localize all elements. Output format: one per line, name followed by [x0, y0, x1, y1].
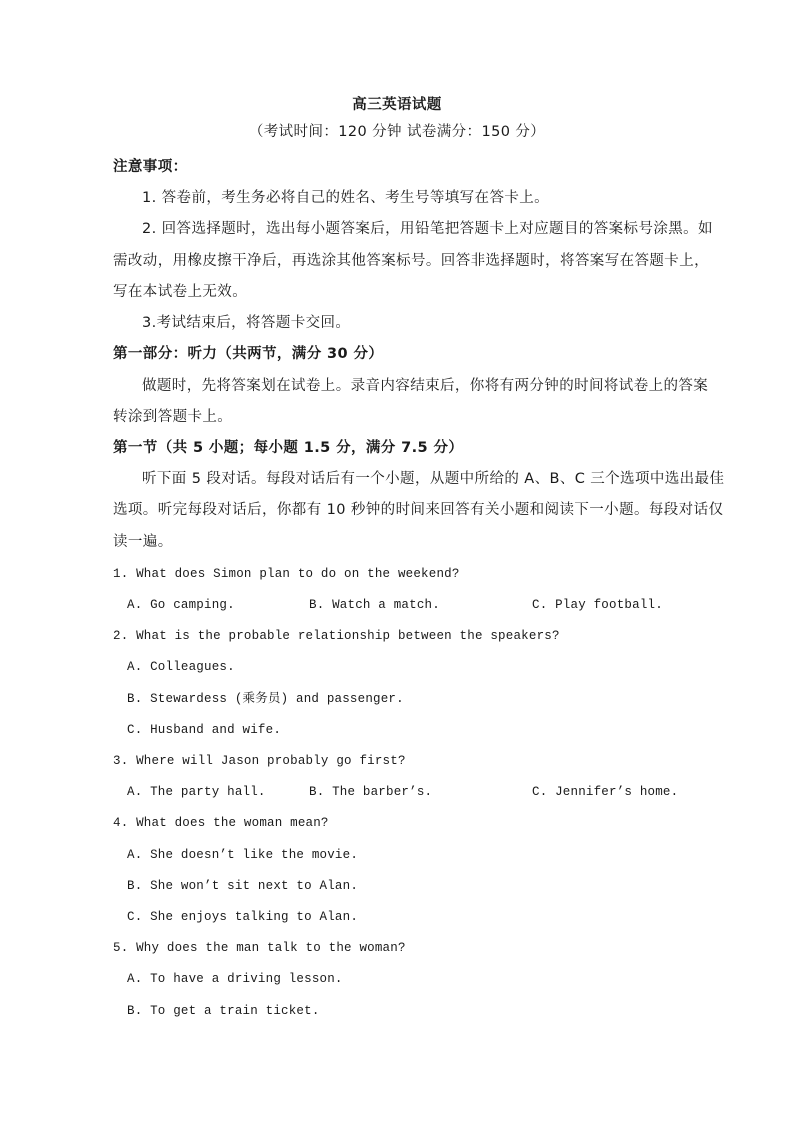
question-1-stem: 1. What does Simon plan to do on the weekend?	[113, 567, 460, 581]
notes-item-2-line-1: 2. 回答选择题时，选出每小题答案后，用铅笔把答题卡上对应题目的答案标号涂黑。如	[142, 221, 713, 237]
question-4-option-c: C. She enjoys talking to Alan.	[127, 910, 359, 924]
notes-item-1: 1. 答卷前，考生务必将自己的姓名、考生号等填写在答卡上。	[142, 190, 550, 206]
question-4-stem: 4. What does the woman mean?	[113, 816, 329, 830]
section1-intro-line-3: 读一遍。	[113, 534, 173, 550]
question-5-stem: 5. Why does the man talk to the woman?	[113, 941, 406, 955]
notes-item-2-line-3: 写在本试卷上无效。	[113, 284, 248, 300]
question-1-option-a: A. Go camping.	[127, 598, 235, 612]
question-4-option-b: B. She won’t sit next to Alan.	[127, 879, 359, 893]
question-2-option-c: C. Husband and wife.	[127, 723, 282, 737]
question-4-option-a: A. She doesn’t like the movie.	[127, 848, 359, 862]
part1-intro-line-2: 转涂到答题卡上。	[113, 409, 233, 425]
part1-heading: 第一部分：听力（共两节，满分 30 分）	[113, 346, 384, 362]
section1-intro-line-1: 听下面 5 段对话。每段对话后有一个小题，从题中所给的 A、B、C 三个选项中选出最佳	[142, 471, 725, 487]
question-3-option-c: C. Jennifer’s home.	[532, 785, 679, 799]
question-3-option-b: B. The barber’s.	[309, 785, 433, 799]
question-5-option-b: B. To get a train ticket.	[127, 1004, 320, 1018]
part1-intro-line-1: 做题时，先将答案划在试卷上。录音内容结束后，你将有两分钟的时间将试卷上的答案	[142, 378, 709, 394]
question-2-option-b: B. Stewardess (乘务员) and passenger.	[127, 692, 404, 706]
notes-item-2-line-2: 需改动，用橡皮擦干净后，再选涂其他答案标号。回答非选择题时，将答案写在答题卡上，	[113, 253, 709, 269]
exam-title: 高三英语试题	[352, 97, 442, 113]
question-2-option-a: A. Colleagues.	[127, 660, 235, 674]
question-2-stem: 2. What is the probable relationship between the speakers?	[113, 629, 560, 643]
question-5-option-a: A. To have a driving lesson.	[127, 972, 343, 986]
question-3-option-a: A. The party hall.	[127, 785, 266, 799]
section1-intro-line-2: 选项。听完每段对话后，你都有 10 秒钟的时间来回答有关小题和阅读下一小题。每段对话仅	[113, 502, 724, 518]
notes-item-3: 3.考试结束后，将答题卡交回。	[142, 315, 351, 331]
question-1-option-c: C. Play football.	[532, 598, 663, 612]
exam-subtitle: （考试时间：120 分钟 试卷满分：150 分）	[248, 124, 546, 140]
section1-heading: 第一节（共 5 小题；每小题 1.5 分，满分 7.5 分）	[113, 440, 464, 456]
question-1-option-b: B. Watch a match.	[309, 598, 440, 612]
question-3-stem: 3. Where will Jason probably go first?	[113, 754, 406, 768]
notes-heading: 注意事项：	[113, 159, 188, 175]
